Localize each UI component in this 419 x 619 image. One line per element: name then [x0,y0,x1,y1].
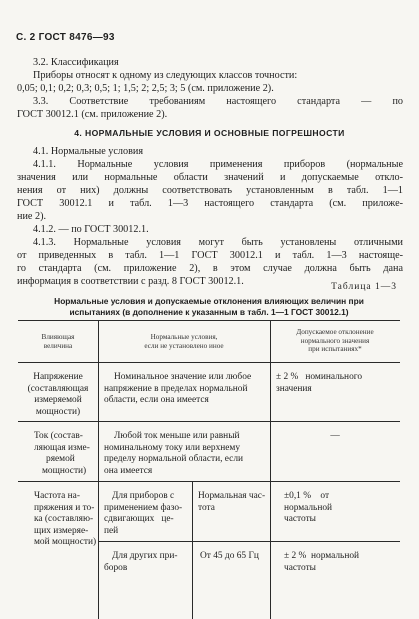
cell-line: напряжение в пределах нормальной [104,383,248,394]
cell-line: ±0,1 % от [284,491,330,501]
cell-line: Для других при- [112,551,178,561]
body-line: нения от них) должны соответствовать установленным в табл. 1—1 [17,185,403,196]
cell-line: измеряемой [34,395,82,405]
page-header: С. 2 ГОСТ 8476—93 [16,32,115,43]
cell-line: ка (составляю- [34,514,94,524]
body-line: 4.1.2. — по ГОСТ 30012.1. [33,224,149,235]
cell-line: щих измеряе- [34,525,89,536]
cell-line: ± 2 % номинального [276,372,363,382]
body-line: 4.1.1. Нормальные условия применения приборов (нормальные [33,159,403,170]
table-rule [98,541,400,542]
row-frequency-value-phase-shift [198,491,270,514]
cell-line: значения [276,383,312,394]
table-caption-line: испытаниях (в дополнение к указанным в табл. 1—1 ГОСТ 30012.1) [69,307,349,317]
cell-line: она имеется [104,465,153,476]
cell-line: номинальному току или верхнему [104,442,241,453]
cell-line: мощности) [42,465,87,476]
header-line: при испытаниях* [308,345,362,353]
row-voltage-deviation [276,372,400,395]
table-column-rule [192,481,193,619]
cell-line: области, если она имеется [104,395,209,405]
header-normal-conditions [98,333,270,350]
row-current-name [34,431,98,477]
cell-line: От 45 до 65 Гц [200,551,259,561]
table-column-rule [98,320,99,619]
body-line: ГОСТ 30012.1 и табл. 1—3 настоящего стандарта (см. приложе- [17,198,403,209]
row-voltage-condition [104,372,268,407]
cell-line: частоты [284,562,316,573]
table-column-rule [270,320,271,619]
cell-line: мощности) [35,406,81,417]
row-frequency-value-other [200,551,270,563]
row-frequency-deviation-phase-shift [284,491,400,526]
cell-line: пределу нормальной области, если [104,454,244,464]
header-line: нормального значения [300,336,370,345]
body-line: Приборы относят к одному из следующих классов точности: [33,70,298,81]
cell-line: боров [104,562,128,573]
cell-line: сдвигающих це- [104,514,174,524]
body-line: ГОСТ 30012.1 (см. приложение 2). [17,109,168,120]
cell-line: — [330,431,340,441]
row-current-deviation [270,431,400,443]
header-permissible-deviation [270,328,400,354]
cell-line: мой мощности) [34,537,97,547]
section-title: 4. НОРМАЛЬНЫЕ УСЛОВИЯ И ОСНОВНЫЕ ПОГРЕШНОСТИ [74,128,345,138]
body-line: от приведенных в табл. 1—1 ГОСТ 30012.1 и табл. 1—3 настояще- [17,250,403,261]
table-rule [18,481,400,482]
cell-line: ляющая изме- [34,442,90,453]
cell-line: Нормальная час- [198,491,266,501]
cell-line: применением фазо- [104,502,183,513]
cell-line: пей [104,525,119,536]
cell-line: Любой ток меньше или равный [114,431,240,441]
clause-3-2-title: 3.2. Классификация [33,57,119,68]
row-frequency-name [34,491,98,549]
row-voltage-name [18,372,98,418]
header-line: Влияющая [41,333,75,341]
cell-line: нормальной [284,502,333,513]
body-line: значения или нормальные области значений и допускаемые откло- [17,172,403,183]
cell-line: Для приборов с [112,491,175,501]
cell-line: частоты [284,514,316,524]
header-line: величина [43,341,73,350]
cell-line: ± 2 % нормальной [284,551,360,561]
cell-line: тота [198,502,215,513]
body-line: 4.1.3. Нормальные условия могут быть установлены отличными [33,237,403,248]
table-rule [18,362,400,363]
body-line: 3.3. Соответствие требованиям настоящего стандарта — по [33,96,403,107]
header-line: Допускаемое отклонение [296,328,374,336]
table-rule [18,320,400,321]
body-line: 0,05; 0,1; 0,2; 0,3; 0,5; 1; 1,5; 2; 2,5; 3; 5 (см. приложение 2). [17,83,274,94]
cell-line: Напряжение [33,372,83,382]
body-line: го стандарта (см. приложение 2), в этом случае должна быть дана [17,263,403,274]
clause-4-1-title: 4.1. Нормальные условия [33,146,144,157]
row-current-condition [104,431,268,477]
cell-line: Ток (состав- [34,431,83,441]
header-line: Нормальные условия, [150,333,218,341]
cell-line: Номинальное значение или любое [114,372,252,382]
header-line: если не установлено иное [144,341,224,350]
body-line: ние 2). [17,211,47,222]
cell-line: Частота на- [34,491,80,501]
row-frequency-deviation-other [284,551,400,574]
cell-line: пряжения и то- [34,502,95,513]
cell-line: ряемой [46,454,75,464]
body-line: информация в соответствии с разд. 8 ГОСТ 30012.1. [17,276,244,287]
row-frequency-device-phase-shift [104,491,190,537]
cell-line: (составляющая [27,383,89,394]
row-frequency-device-other [104,551,190,574]
header-influence-quantity [18,333,98,350]
table-rule [18,421,400,422]
table-label: Таблица 1—3 [331,282,397,292]
table-caption-line: Нормальные условия и допускаемые отклонения влияющих величин при [54,296,364,306]
